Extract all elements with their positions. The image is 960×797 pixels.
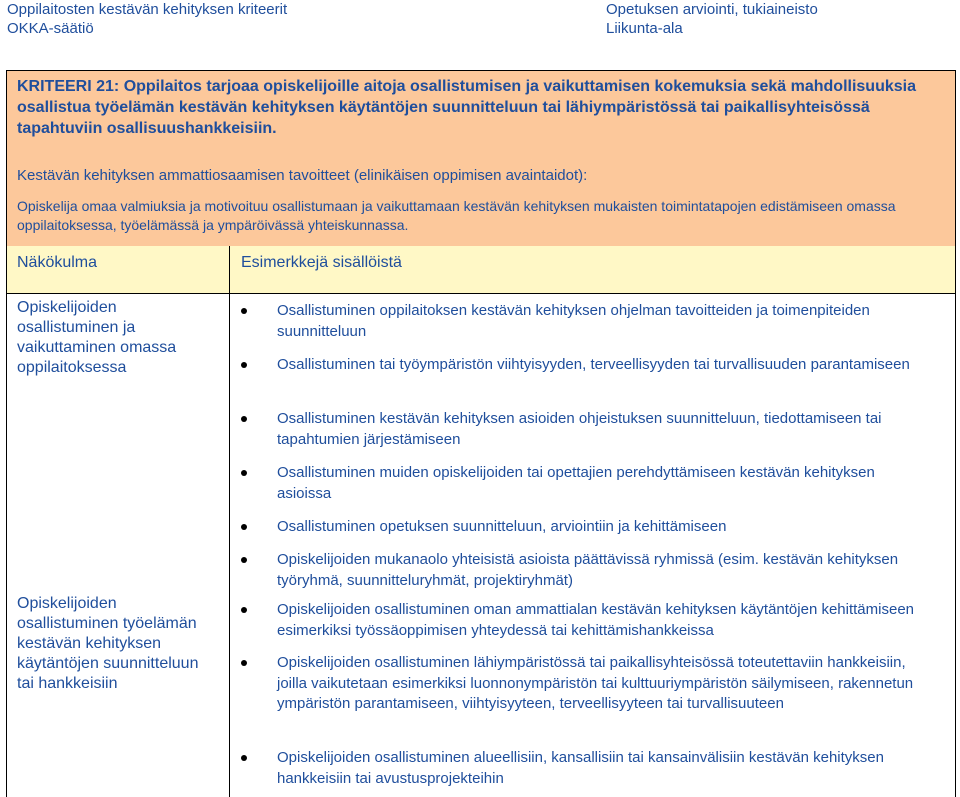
criterion-table [6,70,956,797]
document-header-left [7,0,287,38]
column-divider [229,246,230,293]
table-header-row [6,246,956,294]
header-organization: OKKA-säätiö [7,20,94,37]
criterion-goal: Opiskelija omaa valmiuksia ja motivoituu osallistumaan ja vaikuttamaan kestävän kehityksen mukaisten toimintatapojen edistämiseen omassa oppilaitoksessa, työelämässä ja ympäröivässä yhteiskunnassa. [17,198,896,233]
bullet-icon [241,524,247,530]
perspective-own-institution: Opiskelijoiden osallistuminen ja vaikuttaminen omassa oppilaitoksessa [17,299,177,376]
criterion-box [6,70,956,248]
bullet-icon [241,660,247,666]
bullet-icon [241,416,247,422]
header-title: Oppilaitosten kestävän kehityksen kriteerit [7,1,288,18]
column-divider [229,294,230,797]
bullet-icon [241,470,247,476]
column-header-perspective: Näkökulma [17,254,98,271]
bullet-icon [241,607,247,613]
bullet-icon [241,755,247,761]
header-section: Opetuksen arviointi, tukiaineisto [606,1,818,18]
criterion-subtitle: Kestävän kehityksen ammattiosaamisen tavoitteet (elinikäisen oppimisen avaintaidot): [17,167,588,184]
bullet-icon [241,308,247,314]
criterion-title: KRITEERI 21: Oppilaitos tarjoaa opiskelijoille aitoja osallistumisen ja vaikuttamisen kokemuksia sekä mahdollisuuksia osallistua työelämän kestävän kehityksen käytäntöjen suunnitteluun tai lähiympäristössä tai paikallisyhteisössä tapahtuviin osallisuushankkeisiin. [17,78,916,137]
column-header-examples: Esimerkkejä sisällöistä [241,254,402,271]
perspective-working-life: Opiskelijoiden osallistuminen työelämän kestävän kehityksen käytäntöjen suunnitteluun tai hankkeisiin [17,595,199,692]
document-header-right [606,0,818,38]
bullet-icon [241,362,247,368]
bullet-icon [241,557,247,563]
header-field: Liikunta-ala [606,20,683,37]
table-body: Opiskelijoiden osallistuminen ja vaikuttaminen omassa oppilaitoksessa Opiskelijoiden osallistuminen työelämän kestävän kehityksen käytäntöjen suunnitteluun tai hankkeisiin Osallistuminen oppilaitoksen kestävän kehityksen ohjelman tavoitteiden ja toimenpiteiden suunnitteluun Osallistuminen tai työympäristön viihtyisyyden, terveellisyyden tai turvallisuuden parantamiseen Osallistuminen kestävän kehityksen asioiden ohjeistuksen suunnitteluun, tiedottamiseen tai tapahtumien järjestämiseen Osallistuminen muiden opiskelijoiden tai opettajien perehdyttämiseen kestävän kehityksen asioissa Osallistuminen opetuksen suunnitteluun, arviointiin ja kehittämiseen Opiskelijoiden mukanaolo yhteisistä asioista päättävissä ryhmissä (esim. kestävän kehityksen työryhmä, suunnitteluryhmät, projektiryhmät) Opiskelijoiden osallistuminen oman ammattialan kestävän kehityksen käytäntöjen kehittämiseen esimerkiksi työssäoppimisen yhteydessä tai kehittämishankkeissa Opiskelijoiden osallistuminen lähiympäristössä tai paikallisyhteisössä toteutettaviin hankkeisiin, joilla vaikutetaan esimerkiksi luonnonympäristön tai kulttuuriympäristön säilymiseen, rakennetun ympäristön parantamiseen, viihtyisyyteen, terveellisyyteen tai turvallisuuteen Opiskelijoiden osallistuminen alueellisiin, kansallisiin tai kansainvälisiin kestävän kehityksen hankkeisiin tai avustusprojekteihin [6,294,956,797]
